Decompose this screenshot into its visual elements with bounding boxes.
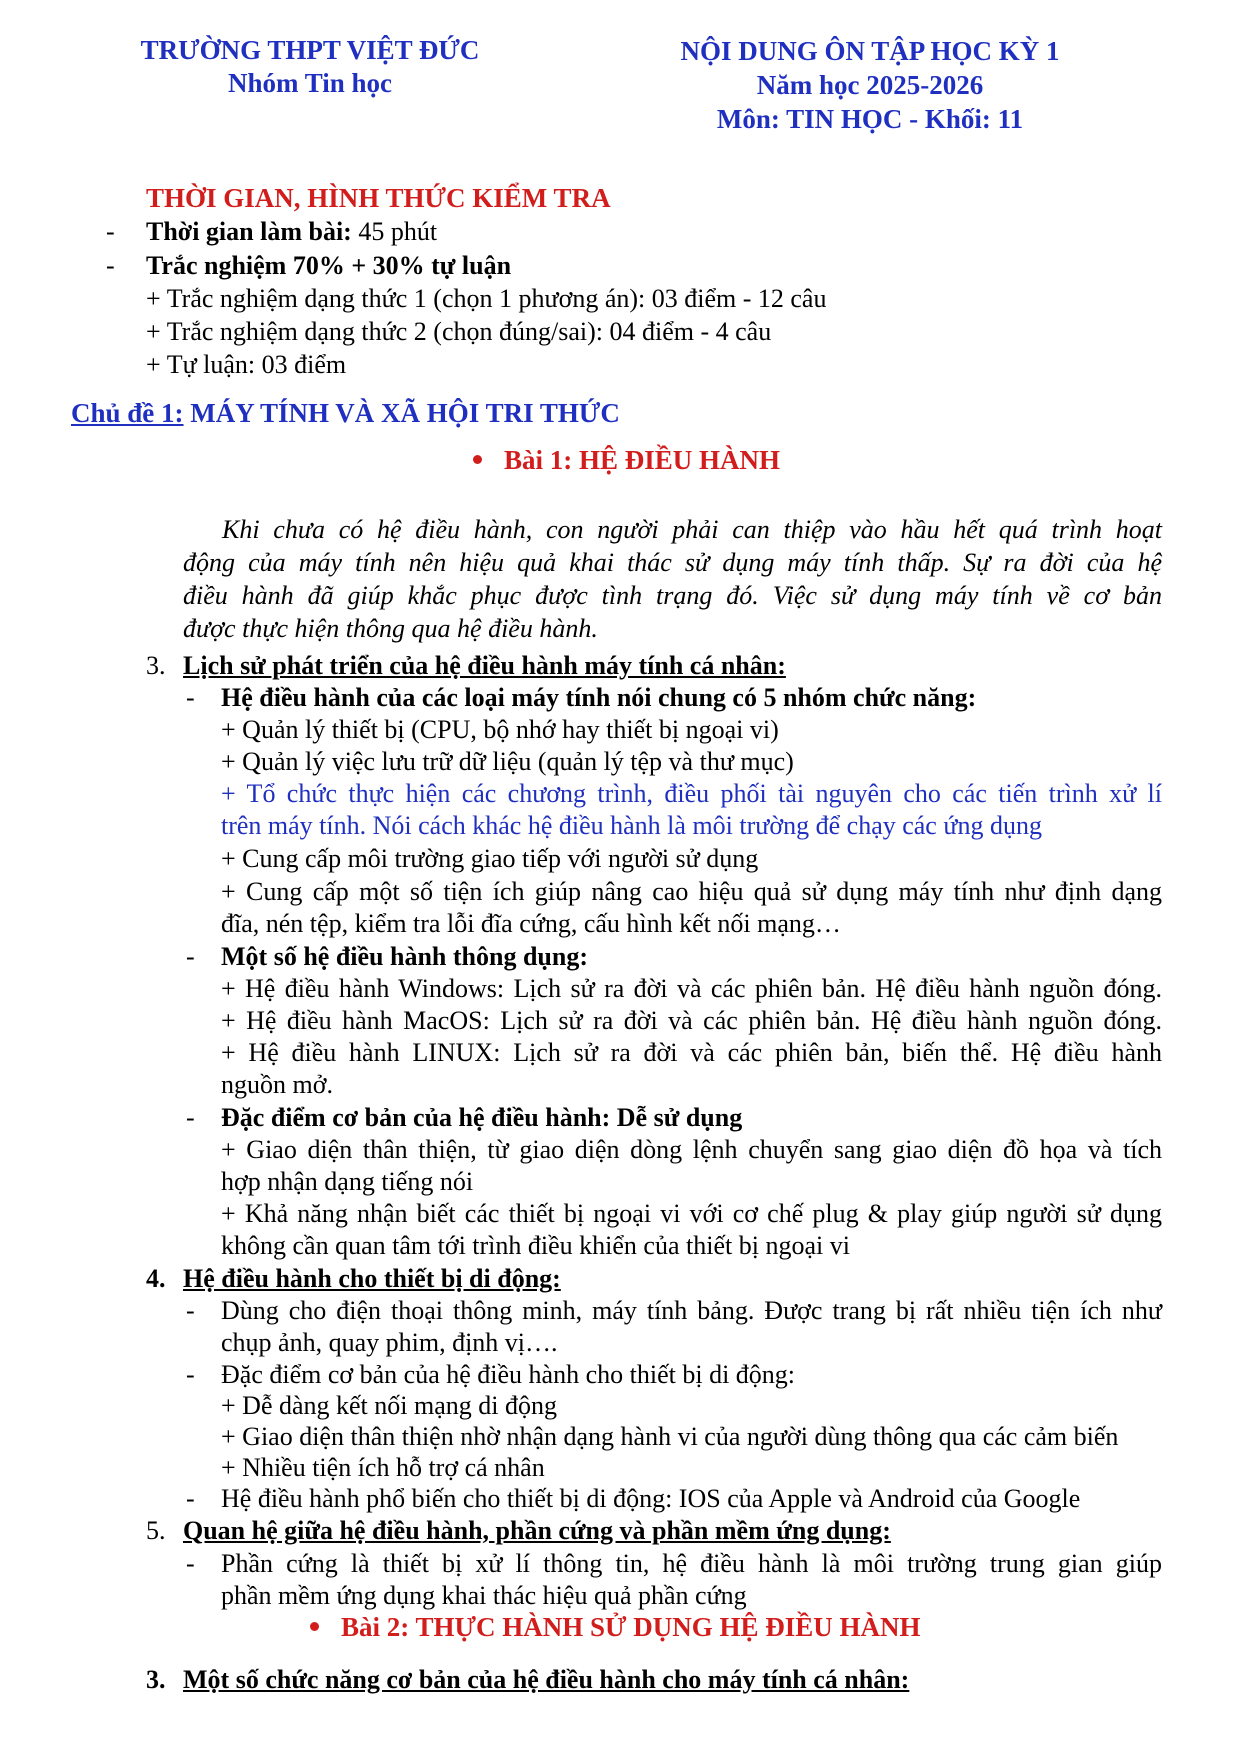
os-feature-item: + Giao diện thân thiện, từ giao diện dòng lệnh chuyển sang giao diện đồ họa và tích — [221, 1135, 1162, 1164]
common-os-item: + Hệ điều hành LINUX: Lịch sử ra đời và các phiên bản, biến thể. Hệ điều hành — [221, 1038, 1162, 1067]
lesson1-title-line — [473, 444, 780, 476]
dash-marker: - — [186, 1360, 195, 1389]
bullet-icon — [310, 1622, 319, 1631]
exam-time-value: 45 phút — [351, 217, 438, 246]
group-name: Nhóm Tin học — [227, 68, 393, 98]
section-number: 3. — [146, 651, 166, 680]
dash-marker: - — [106, 251, 115, 280]
os-functions-heading: Hệ điều hành của các loại máy tính nói chung có 5 nhóm chức năng: — [221, 683, 977, 712]
section-5-title: Quan hệ giữa hệ điều hành, phần cứng và phần mềm ứng dụng: — [183, 1516, 891, 1545]
os-function-item: + Cung cấp một số tiện ích giúp nâng cao hiệu quả sử dụng máy tính như định dạng — [221, 877, 1162, 906]
section-number: 5. — [146, 1516, 166, 1545]
bullet-icon — [473, 455, 482, 464]
common-os-heading: Một số hệ điều hành thông dụng: — [221, 942, 588, 971]
exam-sub-item: + Trắc nghiệm dạng thức 2 (chọn đúng/sai): 04 điểm - 4 câu — [146, 317, 772, 346]
topic-label: Chủ đề 1: — [71, 398, 184, 428]
exam-time-line — [146, 216, 437, 248]
common-os-item: nguồn mở. — [221, 1070, 333, 1099]
intro-line: động của máy tính nên hiệu quả khai thác sử dụng máy tính thấp. Sự ra đời của hệ — [183, 548, 1162, 577]
mobile-os-feature-item: + Giao diện thân thiện nhờ nhận dạng hành vi của người dùng thông qua các cảm biến — [221, 1422, 1119, 1451]
relation-text: phần mềm ứng dụng khai thác hiệu quả phần cứng — [221, 1581, 747, 1610]
dash-marker: - — [186, 942, 195, 971]
dash-marker: - — [186, 1484, 195, 1513]
doc-title: NỘI DUNG ÔN TẬP HỌC KỲ 1 — [680, 36, 1060, 66]
exam-sub-item: + Trắc nghiệm dạng thức 1 (chọn 1 phương án): 03 điểm - 12 câu — [146, 284, 827, 313]
school-year: Năm học 2025-2026 — [756, 70, 984, 100]
os-function-item-highlight: + Tổ chức thực hiện các chương trình, điều phối tài nguyên cho các tiến trình xử lí — [221, 779, 1162, 808]
mobile-os-text: Dùng cho điện thoại thông minh, máy tính bảng. Được trang bị rất nhiều tiện ích như — [221, 1296, 1162, 1325]
relation-text: Phần cứng là thiết bị xử lí thông tin, hệ điều hành là môi trường trung gian giúp — [221, 1549, 1162, 1578]
dash-marker: - — [186, 683, 195, 712]
exam-time-label: Thời gian làm bài: — [146, 217, 352, 246]
os-feature-item: không cần quan tâm tới trình điều khiển của thiết bị ngoại vi — [221, 1231, 850, 1260]
os-feature-item: hợp nhận dạng tiếng nói — [221, 1167, 474, 1196]
lesson2-title: Bài 2: THỰC HÀNH SỬ DỤNG HỆ ĐIỀU HÀNH — [341, 1612, 921, 1642]
os-function-item: + Quản lý thiết bị (CPU, bộ nhớ hay thiết bị ngoại vi) — [221, 715, 779, 744]
exam-heading: THỜI GIAN, HÌNH THỨC KIỂM TRA — [146, 183, 611, 213]
exam-format: Trắc nghiệm 70% + 30% tự luận — [146, 251, 512, 280]
os-function-item: + Quản lý việc lưu trữ dữ liệu (quản lý tệp và thư mục) — [221, 747, 794, 776]
mobile-os-features-heading: Đặc điểm cơ bản của hệ điều hành cho thiết bị di động: — [221, 1360, 796, 1389]
section-4-title: Hệ điều hành cho thiết bị di động: — [183, 1264, 561, 1293]
header-left — [110, 34, 510, 100]
os-feature-item: + Khả năng nhận biết các thiết bị ngoại vi với cơ chế plug & play giúp người sử dụng — [221, 1199, 1162, 1228]
dash-marker: - — [186, 1549, 195, 1578]
os-features-heading: Đặc điểm cơ bản của hệ điều hành: Dễ sử dụng — [221, 1103, 743, 1132]
header-right — [640, 34, 1100, 136]
os-function-item: + Cung cấp môi trường giao tiếp với người sử dụng — [221, 844, 759, 873]
lesson1-title: Bài 1: HỆ ĐIỀU HÀNH — [504, 445, 781, 475]
intro-line: điều hành đã giúp khắc phục được tình trạng đó. Việc sử dụng máy tính về cơ bản — [183, 581, 1162, 610]
topic-title: MÁY TÍNH VÀ XÃ HỘI TRI THỨC — [183, 398, 620, 428]
mobile-os-popular: Hệ điều hành phổ biến cho thiết bị di động: IOS của Apple và Android của Google — [221, 1484, 1081, 1513]
exam-sub-item: + Tự luận: 03 điểm — [146, 350, 347, 379]
os-function-item: đĩa, nén tệp, kiểm tra lỗi đĩa cứng, cấu hình kết nối mạng… — [221, 909, 841, 938]
os-function-item-highlight: trên máy tính. Nói cách khác hệ điều hành là môi trường để chạy các ứng dụng — [221, 811, 1042, 840]
intro-line: được thực hiện thông qua hệ điều hành. — [183, 614, 598, 643]
school-name: TRƯỜNG THPT VIỆT ĐỨC — [140, 35, 480, 65]
section-3-title: Lịch sử phát triển của hệ điều hành máy tính cá nhân: — [183, 651, 786, 680]
common-os-item: + Hệ điều hành Windows: Lịch sử ra đời và các phiên bản. Hệ điều hành nguồn đóng. — [221, 974, 1162, 1003]
lesson2-section-3-title: Một số chức năng cơ bản của hệ điều hành cho máy tính cá nhân: — [183, 1665, 910, 1694]
dash-marker: - — [186, 1103, 195, 1132]
dash-marker: - — [186, 1296, 195, 1325]
section-number: 3. — [146, 1665, 166, 1694]
common-os-item: + Hệ điều hành MacOS: Lịch sử ra đời và các phiên bản. Hệ điều hành nguồn đóng. — [221, 1006, 1162, 1035]
topic-heading — [71, 397, 620, 429]
dash-marker: - — [106, 217, 115, 246]
mobile-os-feature-item: + Nhiều tiện ích hỗ trợ cá nhân — [221, 1453, 545, 1482]
intro-line: Khi chưa có hệ điều hành, con người phải can thiệp vào hầu hết quá trình hoạt — [222, 515, 1162, 544]
section-number: 4. — [146, 1264, 166, 1293]
mobile-os-feature-item: + Dễ dàng kết nối mạng di động — [221, 1391, 557, 1420]
lesson2-title-line — [310, 1611, 921, 1643]
subject-line: Môn: TIN HỌC - Khối: 11 — [716, 104, 1024, 134]
mobile-os-text: chụp ảnh, quay phim, định vị…. — [221, 1328, 558, 1357]
